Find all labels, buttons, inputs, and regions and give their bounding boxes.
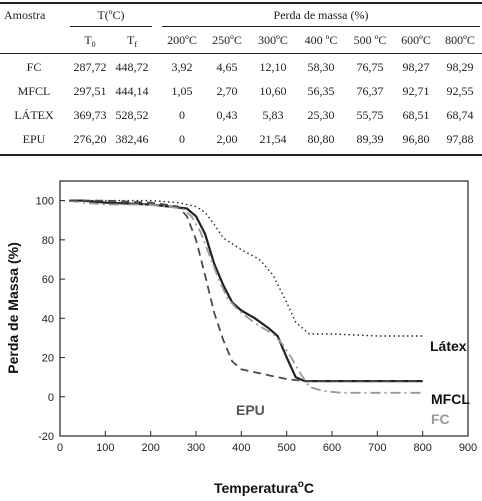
cell: 3,92 (171, 60, 193, 74)
cell: 287,72 (73, 60, 107, 74)
cell: 21,54 (259, 132, 287, 146)
y-tick-label: -20 (38, 431, 54, 443)
cell: 276,20 (73, 132, 107, 146)
cell: 528,52 (115, 108, 149, 122)
x-tick-label: 800 (413, 442, 432, 454)
cell: 96,80 (402, 132, 430, 146)
cell: 68,74 (446, 108, 474, 122)
cell: 55,75 (356, 108, 384, 122)
header-mass-loss: Perda de massa (%) (273, 8, 369, 22)
header-600: 600ºC (401, 33, 431, 47)
cell: 0,43 (216, 108, 238, 122)
x-axis (57, 431, 477, 454)
cell: 297,51 (73, 84, 107, 98)
cell: 10,60 (259, 84, 287, 98)
series-line-epu (69, 201, 423, 382)
cell: 444,14 (115, 84, 149, 98)
header-400: 400 ºC (304, 33, 338, 47)
cell: 98,27 (402, 60, 430, 74)
cell: 76,37 (356, 84, 384, 98)
x-axis-label-main: Temperatura (213, 480, 298, 496)
cell: 56,35 (307, 84, 335, 98)
cell: 80,80 (307, 132, 335, 146)
row-name: MFCL (17, 84, 51, 98)
series-line-fc (69, 201, 423, 393)
row-name: LÁTEX (14, 108, 54, 122)
plot-frame (60, 181, 468, 436)
header-temp-underline (70, 26, 152, 27)
cell: 448,72 (115, 60, 149, 74)
y-axis-label: Perda de Massa (%) (5, 242, 21, 374)
table-top-rule (0, 2, 482, 4)
header-temperature: T(ºC) (97, 8, 125, 22)
header-500: 500 ºC (353, 33, 387, 47)
cell: 4,65 (216, 60, 238, 74)
annotation-epu: EPU (236, 402, 265, 418)
y-tick-label: 40 (41, 313, 54, 326)
cell: 1,05 (171, 84, 193, 98)
cell: 58,30 (307, 60, 335, 74)
x-tick-label: 900 (458, 442, 478, 454)
y-tick-label: 100 (35, 195, 54, 208)
cell: 0 (179, 108, 185, 122)
header-250: 250ºC (212, 33, 242, 47)
cell: 92,55 (446, 84, 474, 98)
y-tick-label: 60 (41, 274, 54, 287)
header-mass-underline (162, 26, 480, 27)
series-line-mfcl (69, 201, 423, 382)
header-tf (112, 33, 152, 49)
x-tick-label: 200 (141, 442, 160, 454)
header-t0-sub: 0 (91, 40, 96, 49)
x-tick-label: 100 (96, 442, 115, 454)
x-tick-label: 300 (186, 442, 206, 454)
header-t0 (70, 33, 110, 49)
cell: 89,39 (356, 132, 384, 146)
tga-line-chart (0, 171, 482, 501)
cell: 97,88 (446, 132, 474, 146)
cell: 369,73 (73, 108, 107, 122)
cell: 12,10 (259, 60, 287, 74)
header-300: 300ºC (258, 33, 288, 47)
x-tick-label: 400 (232, 442, 251, 454)
x-tick-label: 700 (368, 442, 387, 454)
annotation-látex: Látex (430, 338, 467, 354)
header-tf-sub: f (134, 40, 137, 49)
header-800: 800ºC (445, 33, 475, 47)
cell: 0 (179, 132, 185, 146)
y-tick-label: 20 (41, 352, 54, 365)
header-tf-base: T (126, 33, 135, 47)
cell: 92,71 (402, 84, 430, 98)
degree-mark: o (297, 479, 304, 490)
y-tick-label: 0 (47, 391, 54, 404)
cell: 76,75 (356, 60, 384, 74)
table-bottom-rule (0, 154, 482, 156)
cell: 98,29 (446, 60, 474, 74)
x-tick-label: 600 (322, 442, 342, 454)
series-layer (69, 201, 423, 393)
x-tick-label: 500 (277, 442, 296, 454)
annotations (236, 338, 470, 427)
cell: 68,51 (402, 108, 430, 122)
cell: 2,00 (216, 132, 238, 146)
header-t0-base: T (84, 33, 92, 47)
cell: 382,46 (115, 132, 149, 146)
row-name: FC (26, 60, 42, 74)
y-tick-label: 80 (41, 234, 54, 247)
cell: 2,70 (216, 84, 238, 98)
cell: 25,30 (307, 108, 335, 122)
header-amostra: Amostra (4, 8, 46, 22)
x-tick-label: 0 (56, 442, 64, 454)
annotation-fc: FC (431, 411, 450, 427)
annotation-mfcl: MFCL (431, 391, 470, 407)
x-axis-unit: C (303, 480, 315, 496)
data-table (0, 0, 482, 160)
cell: 5,83 (262, 108, 284, 122)
row-name: EPU (22, 132, 46, 146)
header-bottom-rule (0, 53, 482, 54)
x-axis-label (214, 479, 314, 496)
header-200: 200ºC (167, 33, 197, 47)
